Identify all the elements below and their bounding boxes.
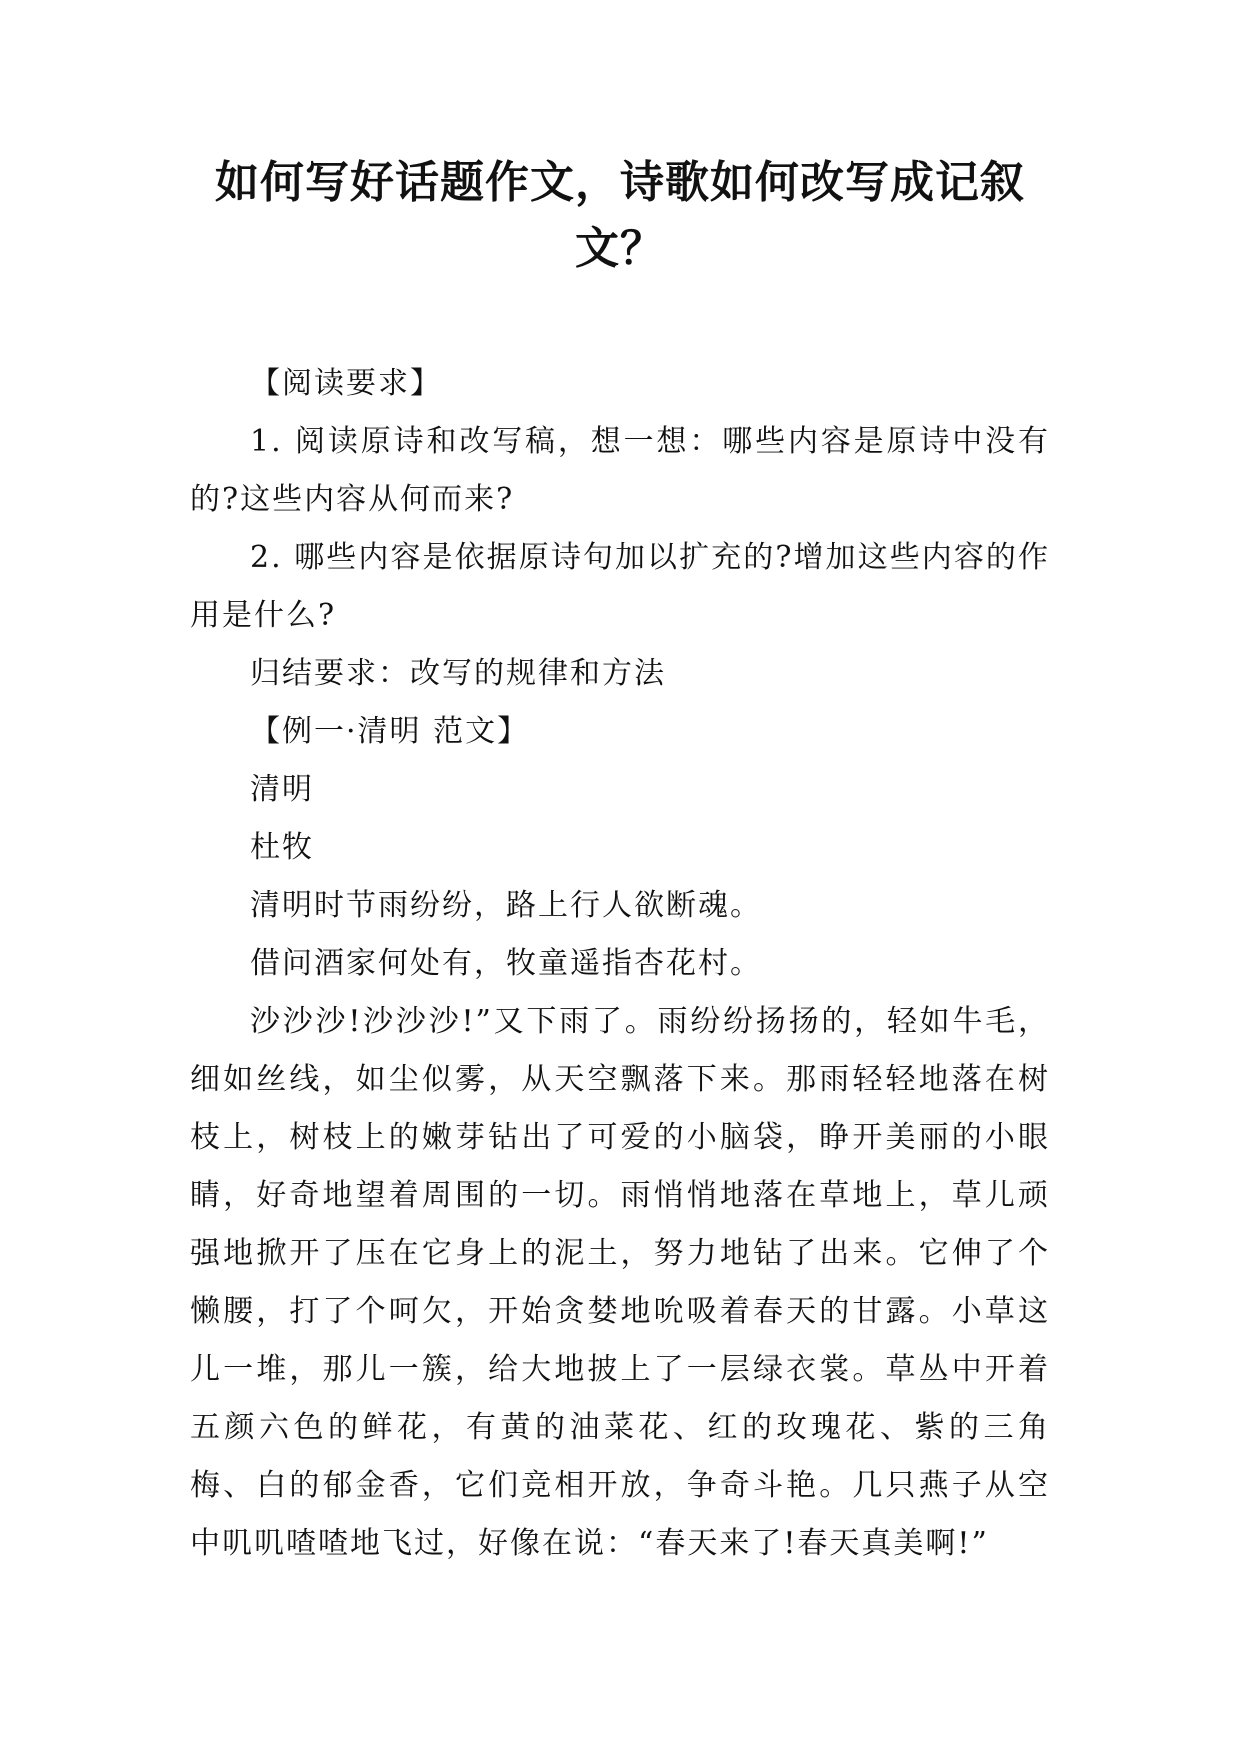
summary-requirement: 归结要求：改写的规律和方法 bbox=[250, 656, 666, 691]
rewrite-paragraph: 沙沙沙!沙沙沙!”又下雨了。雨纷纷扬扬的，轻如牛毛，细如丝线，如尘似雾，从天空飘落下来。那雨轻轻地落在树枝上，树枝上的嫩芽钻出了可爱的小脑袋，睁开美丽的小眼睛，好奇地望着周围的一切。雨悄悄地落在草地上，草儿顽强地掀开了压在它身上的泥土，努力地钻了出来。它伸了个懒腰，打了个呵欠，开始贪婪地吮吸着春天的甘露。小草这儿一堆，那儿一簇，给大地披上了一层绿衣裳。草丛中开着五颜六色的鲜花，有黄的油菜花、红的玫瑰花、紫的三角梅、白的郁金香，它们竞相开放，争奇斗艳。几只燕子从空中叽叽喳喳地飞过，好像在说：“春天来了!春天真美啊!” bbox=[190, 1004, 1050, 1561]
poem-author: 杜牧 bbox=[250, 830, 314, 865]
question-1: 1. 阅读原诗和改写稿，想一想：哪些内容是原诗中没有的?这些内容从何而来? bbox=[190, 424, 1050, 517]
poem-title: 清明 bbox=[250, 772, 314, 807]
poem-line-2: 借问酒家何处有，牧童遥指杏花村。 bbox=[250, 946, 762, 981]
section-heading-reading-requirements: 【阅读要求】 bbox=[250, 366, 442, 401]
document-body bbox=[190, 355, 1050, 1573]
poem-line-1: 清明时节雨纷纷，路上行人欲断魂。 bbox=[250, 888, 762, 923]
example-heading: 【例一·清明 范文】 bbox=[250, 714, 530, 749]
document-title: 如何写好话题作文，诗歌如何改写成记叙文？ bbox=[215, 157, 1025, 274]
question-2: 2. 哪些内容是依据原诗句加以扩充的?增加这些内容的作用是什么? bbox=[190, 540, 1050, 633]
